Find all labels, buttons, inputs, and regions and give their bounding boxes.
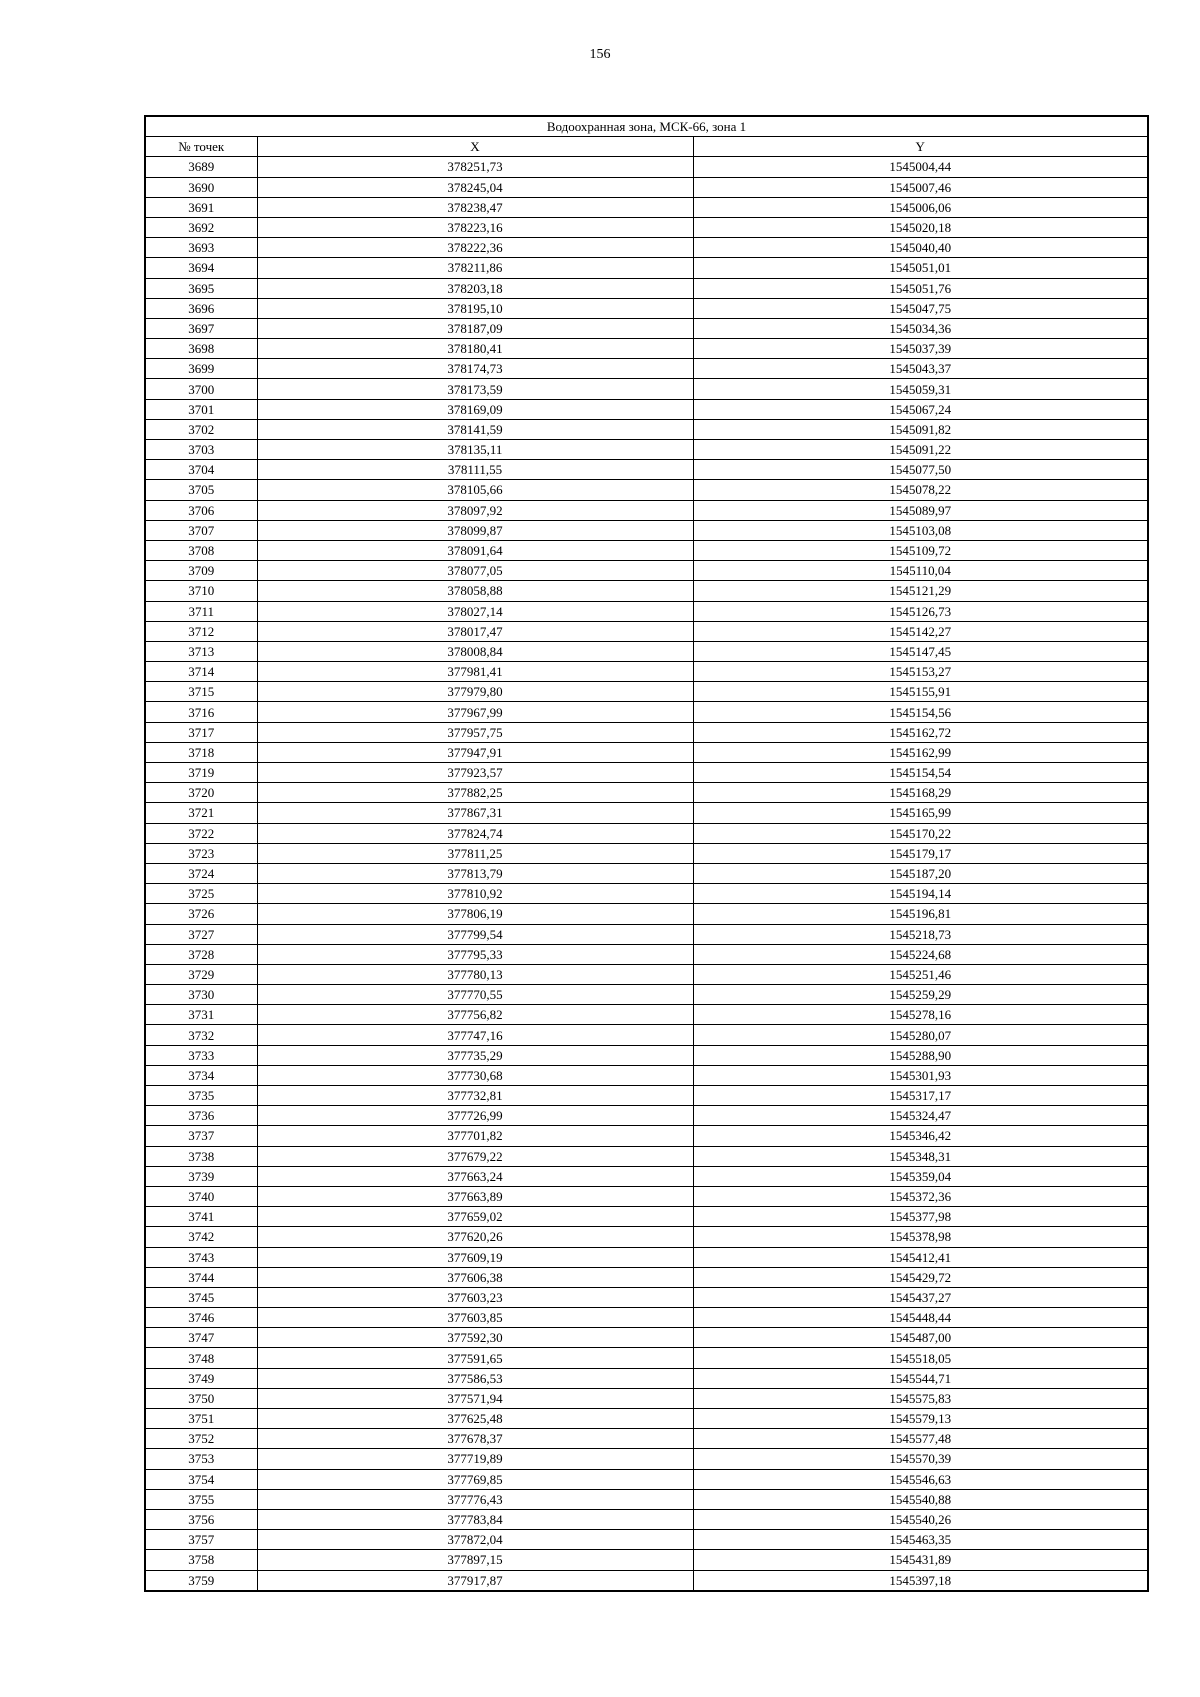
table-row	[145, 682, 1148, 702]
point-number-cell: 3744	[145, 1267, 257, 1287]
point-number-cell: 3752	[145, 1429, 257, 1449]
y-coordinate-cell: 1545110,04	[693, 561, 1148, 581]
y-coordinate-cell: 1545043,37	[693, 359, 1148, 379]
table-row	[145, 1328, 1148, 1348]
table-row	[145, 662, 1148, 682]
point-number-cell: 3756	[145, 1509, 257, 1529]
point-number-cell: 3703	[145, 440, 257, 460]
table-row	[145, 379, 1148, 399]
x-coordinate-cell: 377603,85	[257, 1308, 693, 1328]
point-number-cell: 3737	[145, 1126, 257, 1146]
x-coordinate-cell: 377659,02	[257, 1207, 693, 1227]
point-number-cell: 3734	[145, 1065, 257, 1085]
x-coordinate-cell: 378203,18	[257, 278, 693, 298]
y-coordinate-cell: 1545259,29	[693, 985, 1148, 1005]
x-coordinate-cell: 377811,25	[257, 843, 693, 863]
table-row	[145, 480, 1148, 500]
y-coordinate-cell: 1545359,04	[693, 1166, 1148, 1186]
table-row	[145, 177, 1148, 197]
page-number: 156	[589, 47, 611, 62]
table-row	[145, 1045, 1148, 1065]
x-coordinate-cell: 378099,87	[257, 520, 693, 540]
x-coordinate-cell: 378223,16	[257, 217, 693, 237]
point-number-cell: 3735	[145, 1086, 257, 1106]
y-coordinate-cell: 1545251,46	[693, 964, 1148, 984]
table-title: Водоохранная зона, МСК-66, зона 1	[145, 116, 1148, 137]
y-coordinate-cell: 1545037,39	[693, 339, 1148, 359]
point-number-cell: 3689	[145, 157, 257, 177]
y-coordinate-cell: 1545147,45	[693, 641, 1148, 661]
x-coordinate-cell: 378141,59	[257, 419, 693, 439]
x-coordinate-cell: 377957,75	[257, 722, 693, 742]
x-coordinate-cell: 378105,66	[257, 480, 693, 500]
point-number-cell: 3751	[145, 1409, 257, 1429]
x-coordinate-cell: 377571,94	[257, 1388, 693, 1408]
point-number-cell: 3722	[145, 823, 257, 843]
y-coordinate-cell: 1545162,99	[693, 742, 1148, 762]
y-coordinate-cell: 1545224,68	[693, 944, 1148, 964]
y-coordinate-cell: 1545437,27	[693, 1287, 1148, 1307]
table-row	[145, 1247, 1148, 1267]
table-row	[145, 581, 1148, 601]
x-coordinate-cell: 378251,73	[257, 157, 693, 177]
point-number-cell: 3720	[145, 783, 257, 803]
table-row	[145, 1126, 1148, 1146]
x-coordinate-cell: 377795,33	[257, 944, 693, 964]
table-row	[145, 1005, 1148, 1025]
y-coordinate-cell: 1545317,17	[693, 1086, 1148, 1106]
y-coordinate-cell: 1545579,13	[693, 1409, 1148, 1429]
point-number-cell: 3692	[145, 217, 257, 237]
point-number-cell: 3709	[145, 561, 257, 581]
y-coordinate-cell: 1545179,17	[693, 843, 1148, 863]
x-coordinate-cell: 378180,41	[257, 339, 693, 359]
point-number-cell: 3714	[145, 662, 257, 682]
x-coordinate-cell: 377867,31	[257, 803, 693, 823]
point-number-cell: 3698	[145, 339, 257, 359]
y-coordinate-cell: 1545431,89	[693, 1550, 1148, 1570]
table-row	[145, 1550, 1148, 1570]
x-coordinate-cell: 377897,15	[257, 1550, 693, 1570]
table-row	[145, 419, 1148, 439]
x-coordinate-cell: 377756,82	[257, 1005, 693, 1025]
x-coordinate-cell: 377620,26	[257, 1227, 693, 1247]
y-coordinate-cell: 1545040,40	[693, 238, 1148, 258]
table-row	[145, 540, 1148, 560]
point-number-cell: 3727	[145, 924, 257, 944]
y-coordinate-cell: 1545288,90	[693, 1045, 1148, 1065]
x-coordinate-cell: 378238,47	[257, 197, 693, 217]
x-coordinate-cell: 377770,55	[257, 985, 693, 1005]
x-coordinate-cell: 378027,14	[257, 601, 693, 621]
table-row	[145, 621, 1148, 641]
table-row	[145, 318, 1148, 338]
table-row	[145, 440, 1148, 460]
table-row	[145, 359, 1148, 379]
table-row	[145, 722, 1148, 742]
x-coordinate-cell: 377979,80	[257, 682, 693, 702]
point-number-cell: 3759	[145, 1570, 257, 1591]
table-row	[145, 1570, 1148, 1591]
y-coordinate-cell: 1545218,73	[693, 924, 1148, 944]
point-number-cell: 3728	[145, 944, 257, 964]
x-coordinate-cell: 377882,25	[257, 783, 693, 803]
y-coordinate-cell: 1545168,29	[693, 783, 1148, 803]
point-number-cell: 3753	[145, 1449, 257, 1469]
point-number-cell: 3736	[145, 1106, 257, 1126]
y-coordinate-cell: 1545047,75	[693, 298, 1148, 318]
x-coordinate-cell: 377592,30	[257, 1328, 693, 1348]
y-coordinate-cell: 1545078,22	[693, 480, 1148, 500]
point-number-cell: 3702	[145, 419, 257, 439]
y-coordinate-cell: 1545067,24	[693, 399, 1148, 419]
table-row	[145, 1287, 1148, 1307]
y-coordinate-cell: 1545091,22	[693, 440, 1148, 460]
y-coordinate-cell: 1545089,97	[693, 500, 1148, 520]
y-coordinate-cell: 1545165,99	[693, 803, 1148, 823]
table-row	[145, 258, 1148, 278]
point-number-cell: 3699	[145, 359, 257, 379]
point-number-cell: 3705	[145, 480, 257, 500]
point-number-cell: 3710	[145, 581, 257, 601]
point-number-cell: 3718	[145, 742, 257, 762]
table-row	[145, 1186, 1148, 1206]
y-coordinate-cell: 1545540,88	[693, 1489, 1148, 1509]
y-coordinate-cell: 1545034,36	[693, 318, 1148, 338]
table-title-row	[145, 116, 1148, 137]
table-row	[145, 298, 1148, 318]
table-row	[145, 985, 1148, 1005]
point-number-cell: 3755	[145, 1489, 257, 1509]
point-number-cell: 3717	[145, 722, 257, 742]
y-coordinate-cell: 1545153,27	[693, 662, 1148, 682]
point-number-cell: 3701	[145, 399, 257, 419]
column-header-y: Y	[693, 137, 1148, 157]
point-number-cell: 3724	[145, 863, 257, 883]
y-coordinate-cell: 1545170,22	[693, 823, 1148, 843]
x-coordinate-cell: 377780,13	[257, 964, 693, 984]
table-row	[145, 1388, 1148, 1408]
table-row	[145, 238, 1148, 258]
y-coordinate-cell: 1545196,81	[693, 904, 1148, 924]
table-row	[145, 1368, 1148, 1388]
point-number-cell: 3691	[145, 197, 257, 217]
table-row	[145, 1227, 1148, 1247]
point-number-cell: 3716	[145, 702, 257, 722]
x-coordinate-cell: 378173,59	[257, 379, 693, 399]
y-coordinate-cell: 1545377,98	[693, 1207, 1148, 1227]
x-coordinate-cell: 377967,99	[257, 702, 693, 722]
x-coordinate-cell: 377769,85	[257, 1469, 693, 1489]
point-number-cell: 3741	[145, 1207, 257, 1227]
y-coordinate-cell: 1545448,44	[693, 1308, 1148, 1328]
point-number-cell: 3704	[145, 460, 257, 480]
x-coordinate-cell: 377747,16	[257, 1025, 693, 1045]
x-coordinate-cell: 378187,09	[257, 318, 693, 338]
x-coordinate-cell: 378195,10	[257, 298, 693, 318]
point-number-cell: 3697	[145, 318, 257, 338]
table-row	[145, 763, 1148, 783]
x-coordinate-cell: 378111,55	[257, 460, 693, 480]
x-coordinate-cell: 377732,81	[257, 1086, 693, 1106]
y-coordinate-cell: 1545126,73	[693, 601, 1148, 621]
y-coordinate-cell: 1545154,56	[693, 702, 1148, 722]
y-coordinate-cell: 1545372,36	[693, 1186, 1148, 1206]
x-coordinate-cell: 377735,29	[257, 1045, 693, 1065]
y-coordinate-cell: 1545142,27	[693, 621, 1148, 641]
table-row	[145, 1267, 1148, 1287]
point-number-cell: 3690	[145, 177, 257, 197]
y-coordinate-cell: 1545007,46	[693, 177, 1148, 197]
x-coordinate-cell: 378245,04	[257, 177, 693, 197]
x-coordinate-cell: 377701,82	[257, 1126, 693, 1146]
x-coordinate-cell: 377917,87	[257, 1570, 693, 1591]
x-coordinate-cell: 377806,19	[257, 904, 693, 924]
x-coordinate-cell: 378058,88	[257, 581, 693, 601]
table-row	[145, 783, 1148, 803]
table-row	[145, 964, 1148, 984]
table-row	[145, 1489, 1148, 1509]
y-coordinate-cell: 1545109,72	[693, 540, 1148, 560]
x-coordinate-cell: 377810,92	[257, 884, 693, 904]
table-row	[145, 460, 1148, 480]
y-coordinate-cell: 1545463,35	[693, 1530, 1148, 1550]
table-row	[145, 1025, 1148, 1045]
point-number-cell: 3742	[145, 1227, 257, 1247]
point-number-cell: 3738	[145, 1146, 257, 1166]
x-coordinate-cell: 377776,43	[257, 1489, 693, 1509]
point-number-cell: 3733	[145, 1045, 257, 1065]
x-coordinate-cell: 378174,73	[257, 359, 693, 379]
y-coordinate-cell: 1545187,20	[693, 863, 1148, 883]
point-number-cell: 3708	[145, 540, 257, 560]
x-coordinate-cell: 377981,41	[257, 662, 693, 682]
y-coordinate-cell: 1545397,18	[693, 1570, 1148, 1591]
point-number-cell: 3721	[145, 803, 257, 823]
y-coordinate-cell: 1545004,44	[693, 157, 1148, 177]
table-row	[145, 1146, 1148, 1166]
table-row	[145, 863, 1148, 883]
x-coordinate-cell: 378077,05	[257, 561, 693, 581]
point-number-cell: 3750	[145, 1388, 257, 1408]
y-coordinate-cell: 1545570,39	[693, 1449, 1148, 1469]
y-coordinate-cell: 1545051,01	[693, 258, 1148, 278]
x-coordinate-cell: 377663,24	[257, 1166, 693, 1186]
y-coordinate-cell: 1545162,72	[693, 722, 1148, 742]
y-coordinate-cell: 1545429,72	[693, 1267, 1148, 1287]
point-number-cell: 3740	[145, 1186, 257, 1206]
point-number-cell: 3748	[145, 1348, 257, 1368]
x-coordinate-cell: 377625,48	[257, 1409, 693, 1429]
point-number-cell: 3694	[145, 258, 257, 278]
point-number-cell: 3700	[145, 379, 257, 399]
point-number-cell: 3706	[145, 500, 257, 520]
point-number-cell: 3711	[145, 601, 257, 621]
point-number-cell: 3726	[145, 904, 257, 924]
point-number-cell: 3696	[145, 298, 257, 318]
x-coordinate-cell: 378169,09	[257, 399, 693, 419]
table-row	[145, 1086, 1148, 1106]
x-coordinate-cell: 377813,79	[257, 863, 693, 883]
table-row	[145, 1166, 1148, 1186]
table-row	[145, 803, 1148, 823]
y-coordinate-cell: 1545575,83	[693, 1388, 1148, 1408]
x-coordinate-cell: 378091,64	[257, 540, 693, 560]
x-coordinate-cell: 377730,68	[257, 1065, 693, 1085]
y-coordinate-cell: 1545346,42	[693, 1126, 1148, 1146]
y-coordinate-cell: 1545540,26	[693, 1509, 1148, 1529]
column-header-x: X	[257, 137, 693, 157]
y-coordinate-cell: 1545546,63	[693, 1469, 1148, 1489]
table-row	[145, 1308, 1148, 1328]
table-row	[145, 641, 1148, 661]
y-coordinate-cell: 1545103,08	[693, 520, 1148, 540]
table-row	[145, 339, 1148, 359]
x-coordinate-cell: 377606,38	[257, 1267, 693, 1287]
table-row	[145, 742, 1148, 762]
table-row	[145, 1449, 1148, 1469]
y-coordinate-cell: 1545544,71	[693, 1368, 1148, 1388]
y-coordinate-cell: 1545412,41	[693, 1247, 1148, 1267]
table-row	[145, 823, 1148, 843]
point-number-cell: 3723	[145, 843, 257, 863]
x-coordinate-cell: 377678,37	[257, 1429, 693, 1449]
point-number-cell: 3719	[145, 763, 257, 783]
point-number-cell: 3739	[145, 1166, 257, 1186]
x-coordinate-cell: 378097,92	[257, 500, 693, 520]
point-number-cell: 3715	[145, 682, 257, 702]
point-number-cell: 3746	[145, 1308, 257, 1328]
point-number-cell: 3695	[145, 278, 257, 298]
point-number-cell: 3725	[145, 884, 257, 904]
point-number-cell: 3745	[145, 1287, 257, 1307]
y-coordinate-cell: 1545378,98	[693, 1227, 1148, 1247]
column-header-row	[145, 137, 1148, 157]
point-number-cell: 3743	[145, 1247, 257, 1267]
x-coordinate-cell: 377663,89	[257, 1186, 693, 1206]
table-row	[145, 217, 1148, 237]
x-coordinate-cell: 377824,74	[257, 823, 693, 843]
table-row	[145, 1065, 1148, 1085]
coordinates-table	[144, 115, 1149, 1592]
x-coordinate-cell: 377947,91	[257, 742, 693, 762]
table-row	[145, 157, 1148, 177]
table-row	[145, 1469, 1148, 1489]
x-coordinate-cell: 377603,23	[257, 1287, 693, 1307]
x-coordinate-cell: 377726,99	[257, 1106, 693, 1126]
x-coordinate-cell: 377799,54	[257, 924, 693, 944]
point-number-cell: 3754	[145, 1469, 257, 1489]
y-coordinate-cell: 1545091,82	[693, 419, 1148, 439]
point-number-cell: 3729	[145, 964, 257, 984]
x-coordinate-cell: 377586,53	[257, 1368, 693, 1388]
y-coordinate-cell: 1545577,48	[693, 1429, 1148, 1449]
point-number-cell: 3713	[145, 641, 257, 661]
x-coordinate-cell: 377719,89	[257, 1449, 693, 1469]
y-coordinate-cell: 1545301,93	[693, 1065, 1148, 1085]
table-row	[145, 1106, 1148, 1126]
y-coordinate-cell: 1545155,91	[693, 682, 1148, 702]
table-row	[145, 843, 1148, 863]
table-row	[145, 1348, 1148, 1368]
x-coordinate-cell: 378211,86	[257, 258, 693, 278]
point-number-cell: 3693	[145, 238, 257, 258]
y-coordinate-cell: 1545077,50	[693, 460, 1148, 480]
table-row	[145, 1429, 1148, 1449]
y-coordinate-cell: 1545121,29	[693, 581, 1148, 601]
y-coordinate-cell: 1545324,47	[693, 1106, 1148, 1126]
x-coordinate-cell: 377923,57	[257, 763, 693, 783]
table-row	[145, 904, 1148, 924]
x-coordinate-cell: 378222,36	[257, 238, 693, 258]
table-row	[145, 1409, 1148, 1429]
point-number-cell: 3712	[145, 621, 257, 641]
table-row	[145, 944, 1148, 964]
y-coordinate-cell: 1545051,76	[693, 278, 1148, 298]
table-row	[145, 197, 1148, 217]
x-coordinate-cell: 377679,22	[257, 1146, 693, 1166]
table-row	[145, 1530, 1148, 1550]
table-row	[145, 278, 1148, 298]
table-body	[145, 157, 1148, 1591]
y-coordinate-cell: 1545518,05	[693, 1348, 1148, 1368]
table-row	[145, 924, 1148, 944]
table-row	[145, 1509, 1148, 1529]
table-row	[145, 702, 1148, 722]
column-header-point-number: № точек	[145, 137, 257, 157]
x-coordinate-cell: 377591,65	[257, 1348, 693, 1368]
x-coordinate-cell: 377783,84	[257, 1509, 693, 1529]
x-coordinate-cell: 378135,11	[257, 440, 693, 460]
y-coordinate-cell: 1545278,16	[693, 1005, 1148, 1025]
y-coordinate-cell: 1545059,31	[693, 379, 1148, 399]
point-number-cell: 3731	[145, 1005, 257, 1025]
table-row	[145, 500, 1148, 520]
point-number-cell: 3758	[145, 1550, 257, 1570]
y-coordinate-cell: 1545006,06	[693, 197, 1148, 217]
point-number-cell: 3757	[145, 1530, 257, 1550]
x-coordinate-cell: 378008,84	[257, 641, 693, 661]
point-number-cell: 3730	[145, 985, 257, 1005]
table-row	[145, 399, 1148, 419]
y-coordinate-cell: 1545154,54	[693, 763, 1148, 783]
x-coordinate-cell: 378017,47	[257, 621, 693, 641]
table-row	[145, 520, 1148, 540]
y-coordinate-cell: 1545348,31	[693, 1146, 1148, 1166]
table-row	[145, 601, 1148, 621]
point-number-cell: 3747	[145, 1328, 257, 1348]
point-number-cell: 3749	[145, 1368, 257, 1388]
table-row	[145, 1207, 1148, 1227]
point-number-cell: 3707	[145, 520, 257, 540]
y-coordinate-cell: 1545020,18	[693, 217, 1148, 237]
point-number-cell: 3732	[145, 1025, 257, 1045]
table-header	[145, 116, 1148, 157]
y-coordinate-cell: 1545194,14	[693, 884, 1148, 904]
table-row	[145, 884, 1148, 904]
x-coordinate-cell: 377872,04	[257, 1530, 693, 1550]
y-coordinate-cell: 1545487,00	[693, 1328, 1148, 1348]
table-row	[145, 561, 1148, 581]
y-coordinate-cell: 1545280,07	[693, 1025, 1148, 1045]
x-coordinate-cell: 377609,19	[257, 1247, 693, 1267]
